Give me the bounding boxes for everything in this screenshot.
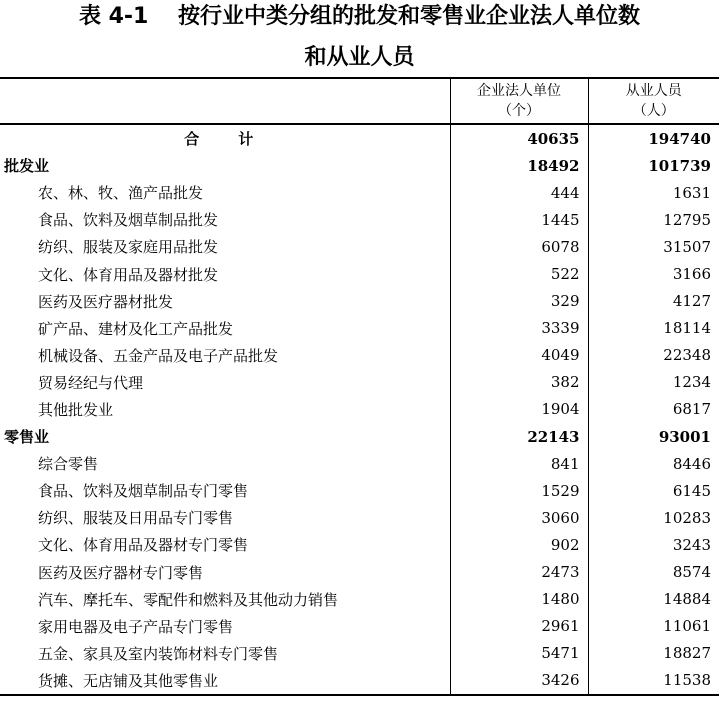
row-label: 综合零售	[38, 455, 99, 474]
row-employees: 93001	[588, 423, 719, 450]
row-units: 40635	[450, 124, 588, 152]
row-label: 其他批发业	[38, 400, 114, 419]
row-label: 文化、体育用品及器材批发	[38, 265, 219, 284]
table-row	[0, 124, 719, 152]
table-row	[0, 152, 719, 179]
row-units: 3426	[450, 667, 588, 695]
row-units: 5471	[450, 640, 588, 667]
row-units: 22143	[450, 423, 588, 450]
row-employees: 3166	[588, 260, 719, 287]
row-employees: 22348	[588, 342, 719, 369]
row-units: 1904	[450, 396, 588, 423]
header-category	[0, 78, 450, 124]
row-label: 纺织、服装及日用品专门零售	[38, 509, 234, 528]
table-row	[0, 233, 719, 260]
row-employees: 11061	[588, 613, 719, 640]
table-row	[0, 423, 719, 450]
row-units: 522	[450, 260, 588, 287]
row-label: 合 计	[184, 130, 266, 149]
row-units: 6078	[450, 233, 588, 260]
table-row	[0, 288, 719, 315]
header-employees-unit: （人）	[632, 103, 675, 119]
row-label: 汽车、摩托车、零配件和燃料及其他动力销售	[38, 590, 339, 609]
header-units-unit: （个）	[498, 103, 540, 119]
row-employees: 194740	[588, 124, 719, 152]
row-units: 841	[450, 450, 588, 477]
data-table	[0, 77, 719, 696]
header-units-label: 企业法人单位	[477, 83, 561, 99]
header-employees-label: 从业人员	[625, 83, 682, 99]
table-row	[0, 369, 719, 396]
row-label: 食品、饮料及烟草制品专门零售	[38, 482, 249, 501]
row-employees: 6145	[588, 477, 719, 504]
table-row	[0, 206, 719, 233]
row-units: 1480	[450, 586, 588, 613]
row-label: 机械设备、五金产品及电子产品批发	[38, 346, 279, 365]
table-row	[0, 342, 719, 369]
row-units: 2961	[450, 613, 588, 640]
row-label: 文化、体育用品及器材专门零售	[38, 536, 249, 555]
table-header-row	[0, 78, 719, 124]
row-employees: 8574	[588, 559, 719, 586]
row-employees: 31507	[588, 233, 719, 260]
row-label: 五金、家具及室内装饰材料专门零售	[38, 644, 279, 663]
header-units	[450, 78, 588, 124]
table-row	[0, 396, 719, 423]
row-employees: 101739	[588, 152, 719, 179]
row-employees: 11538	[588, 667, 719, 695]
row-employees: 3243	[588, 531, 719, 558]
row-units: 3339	[450, 315, 588, 342]
row-label: 货摊、无店铺及其他零售业	[0, 667, 450, 695]
row-label: 农、林、牧、渔产品批发	[38, 184, 204, 203]
table-row	[0, 586, 719, 613]
row-employees: 4127	[588, 288, 719, 315]
row-units: 329	[450, 288, 588, 315]
row-label: 医药及医疗器材批发	[38, 292, 174, 311]
row-units: 382	[450, 369, 588, 396]
row-employees: 12795	[588, 206, 719, 233]
row-label: 食品、饮料及烟草制品批发	[38, 211, 219, 230]
table-row	[0, 531, 719, 558]
table-row	[0, 179, 719, 206]
row-label: 批发业	[4, 157, 50, 176]
row-units: 1445	[450, 206, 588, 233]
row-units: 4049	[450, 342, 588, 369]
table-row	[0, 315, 719, 342]
table-row	[0, 477, 719, 504]
table-row	[0, 504, 719, 531]
row-label: 纺织、服装及家庭用品批发	[38, 238, 219, 257]
row-label: 矿产品、建材及化工产品批发	[38, 319, 234, 338]
row-units: 444	[450, 179, 588, 206]
row-employees: 6817	[588, 396, 719, 423]
table-row	[0, 640, 719, 667]
row-units: 3060	[450, 504, 588, 531]
row-label: 医药及医疗器材专门零售	[38, 563, 204, 582]
row-employees: 18827	[588, 640, 719, 667]
row-employees: 14884	[588, 586, 719, 613]
table-row	[0, 450, 719, 477]
row-label: 贸易经纪与代理	[38, 373, 144, 392]
row-units: 902	[450, 531, 588, 558]
row-units: 1529	[450, 477, 588, 504]
row-units: 2473	[450, 559, 588, 586]
row-label: 家用电器及电子产品专门零售	[38, 617, 234, 636]
row-units: 18492	[450, 152, 588, 179]
table-row	[0, 260, 719, 287]
table-title-continued: 和从业人员	[304, 45, 415, 70]
row-employees: 18114	[588, 315, 719, 342]
header-employees	[588, 78, 719, 124]
row-label: 零售业	[4, 428, 50, 447]
table-row	[0, 667, 719, 695]
row-employees: 1631	[588, 179, 719, 206]
row-employees: 1234	[588, 369, 719, 396]
table-row	[0, 613, 719, 640]
table-title: 表 4-1 按行业中类分组的批发和零售业企业法人单位数	[78, 4, 641, 29]
row-employees: 8446	[588, 450, 719, 477]
row-employees: 10283	[588, 504, 719, 531]
table-body	[0, 124, 719, 695]
table-row	[0, 559, 719, 586]
